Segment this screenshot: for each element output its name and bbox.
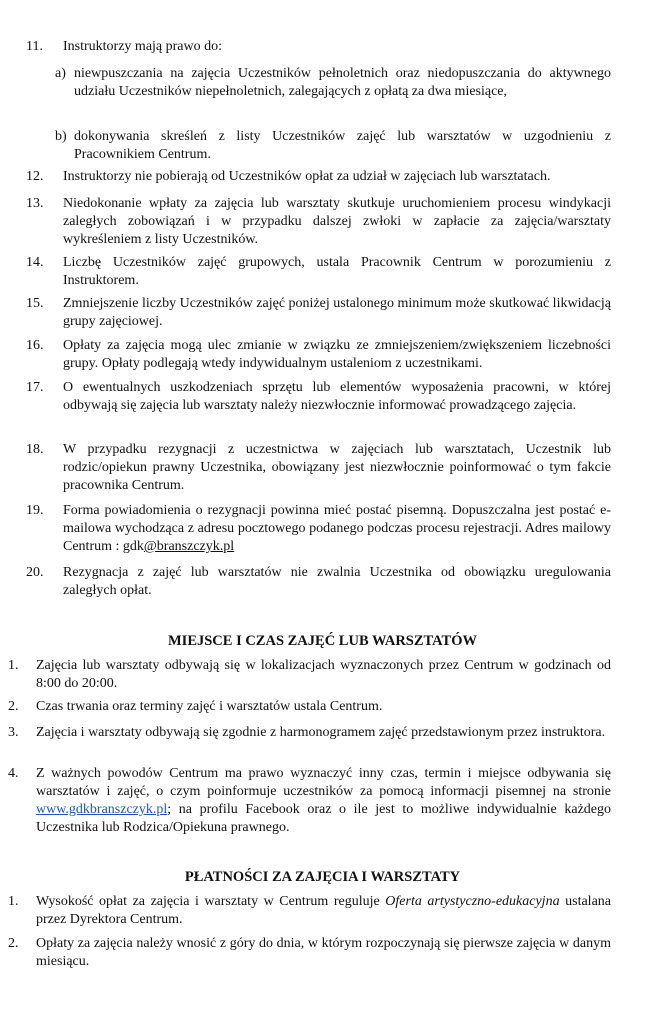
sub-item-b [55,128,611,164]
sub-item-a [55,65,611,101]
item-number: 19. [26,503,44,518]
item-number: 15. [26,296,44,311]
list-item-s3-1 [8,893,611,929]
item-text: Czas trwania oraz terminy zajęć i warsztatów ustala Centrum. [36,699,383,714]
item-number: 1. [8,658,19,673]
item-text: Zmniejszenie liczby Uczestników zajęć poniżej ustalonego minimum może skutkować likwidacją grupy zajęciowej. [63,296,611,329]
item-text-after: ; na profilu Facebook oraz o ile jest to możliwe indywidualnie każdego Uczestnika lub Rodzica/Opiekuna prawnego. [36,802,611,835]
item-text-main: Forma powiadomienia o rezygnacji powinna mieć postać pisemną. Dopuszczalna jest postać e-mailowa wychodząca z adresu pocztowego podanego podczas procesu rejestracji. Adres mailowy Centrum : gdk [63,503,611,554]
list-item-s2-2 [8,698,611,716]
item-number: 14. [26,255,44,270]
website-link[interactable]: www.gdkbranszczyk.pl [36,802,168,817]
email-link[interactable]: @branszczyk.pl [143,539,235,554]
item-text: Zajęcia lub warsztaty odbywają się w lokalizacjach wyznaczonych przez Centrum w godzinach od 8:00 do 20:00. [36,658,611,691]
item-number: 13. [26,196,44,211]
section-heading-payments: PŁATNOŚCI ZA ZAJĘCIA I WARSZTATY [184,869,461,885]
section-heading-location-time: MIEJSCE I CZAS ZAJĘĆ LUB WARSZTATÓW [167,633,477,649]
item-text: Rezygnacja z zajęć lub warsztatów nie zwalnia Uczestnika od obowiązku uregulowania zaległych opłat. [63,565,611,598]
item-text: Zajęcia i warsztaty odbywają się zgodnie z harmonogramem zajęć przedstawionym przez instruktora. [36,725,606,740]
item-text: Instruktorzy mają prawo do: [63,39,223,54]
item-number: 18. [26,442,44,457]
item-text [63,502,611,556]
item-number: 12. [26,169,44,184]
list-item-12 [26,168,611,186]
list-item-14 [26,254,611,290]
list-item-s2-1 [8,657,611,693]
list-item-19 [26,502,611,556]
offer-title: Oferta artystyczno-edukacyjna [385,894,560,909]
item-text-before: Z ważnych powodów Centrum ma prawo wyznaczyć inny czas, termin i miejsce odbywania się warsztatów i zajęć, o czym poinformuje uczestników za pomocą informacji pisemnej na stronie [36,766,611,799]
list-item-s3-2 [8,935,611,971]
item-text: Liczbę Uczestników zajęć grupowych, ustala Pracownik Centrum w porozumieniu z Instruktorem. [63,255,611,288]
item-text-after: ustalana przez Dyrektora Centrum. [36,894,612,927]
item-text [36,893,611,929]
list-item-18 [26,441,611,495]
item-text: Instruktorzy nie pobierają od Uczestników opłat za udział w zajęciach lub warsztatach. [63,169,551,184]
item-number: 17. [26,380,44,395]
list-item-s2-4 [8,765,611,837]
list-item-17 [26,379,611,415]
sub-item-text: dokonywania skreśleń z listy Uczestników zajęć lub warsztatów w uzgodnieniu z Pracownikiem Centrum. [74,129,611,162]
item-text: O ewentualnych uszkodzeniach sprzętu lub elementów wyposażenia pracowni, w której odbywają się zajęcia lub warsztaty należy niezwłocznie informować prowadzącego zajęcia. [63,380,611,413]
list-item-13 [26,195,611,249]
item-number: 1. [8,894,19,909]
list-item-20 [26,564,611,600]
list-item-11 [26,38,611,56]
item-number: 2. [8,699,19,714]
item-number: 3. [8,725,19,740]
item-number: 4. [8,766,19,781]
sub-item-letter: a) [55,66,66,81]
sub-item-text: niewpuszczania na zajęcia Uczestników pełnoletnich oraz niedopuszczania do aktywnego udziału Uczestników niepełnoletnich, zalegających z opłatą za dwa miesiące, [74,66,611,99]
item-number: 2. [8,936,19,951]
item-number: 16. [26,338,44,353]
list-item-16 [26,337,611,373]
list-item-15 [26,295,611,331]
item-number: 11. [26,39,43,54]
item-text: Opłaty za zajęcia należy wnosić z góry do dnia, w którym rozpoczynają się pierwsze zajęcia w danym miesiącu. [36,936,611,969]
item-text: Opłaty za zajęcia mogą ulec zmianie w związku ze zmniejszeniem/zwiększeniem liczebności grupy. Opłaty podlegają wtedy indywidualnym ustaleniom z uczestnikami. [63,338,611,371]
item-text: Niedokonanie wpłaty za zajęcia lub warsztaty skutkuje uruchomieniem procesu windykacji zaległych zobowiązań i w przypadku dalszej zwłoki w zapłacie za zajęcia/warsztaty wykreśleniem z listy Uczestników. [63,196,611,247]
list-item-s2-3 [8,724,611,742]
item-number: 20. [26,565,44,580]
item-text-before: Wysokość opłat za zajęcia i warsztaty w Centrum reguluje [36,894,386,909]
sub-item-letter: b) [55,129,67,144]
item-text [36,765,611,837]
item-text: W przypadku rezygnacji z uczestnictwa w zajęciach lub warsztatach, Uczestnik lub rodzic/opiekun prawny Uczestnika, obowiązany jest niezwłocznie poinformować o tym fakcie pracownika Centrum. [63,442,611,493]
